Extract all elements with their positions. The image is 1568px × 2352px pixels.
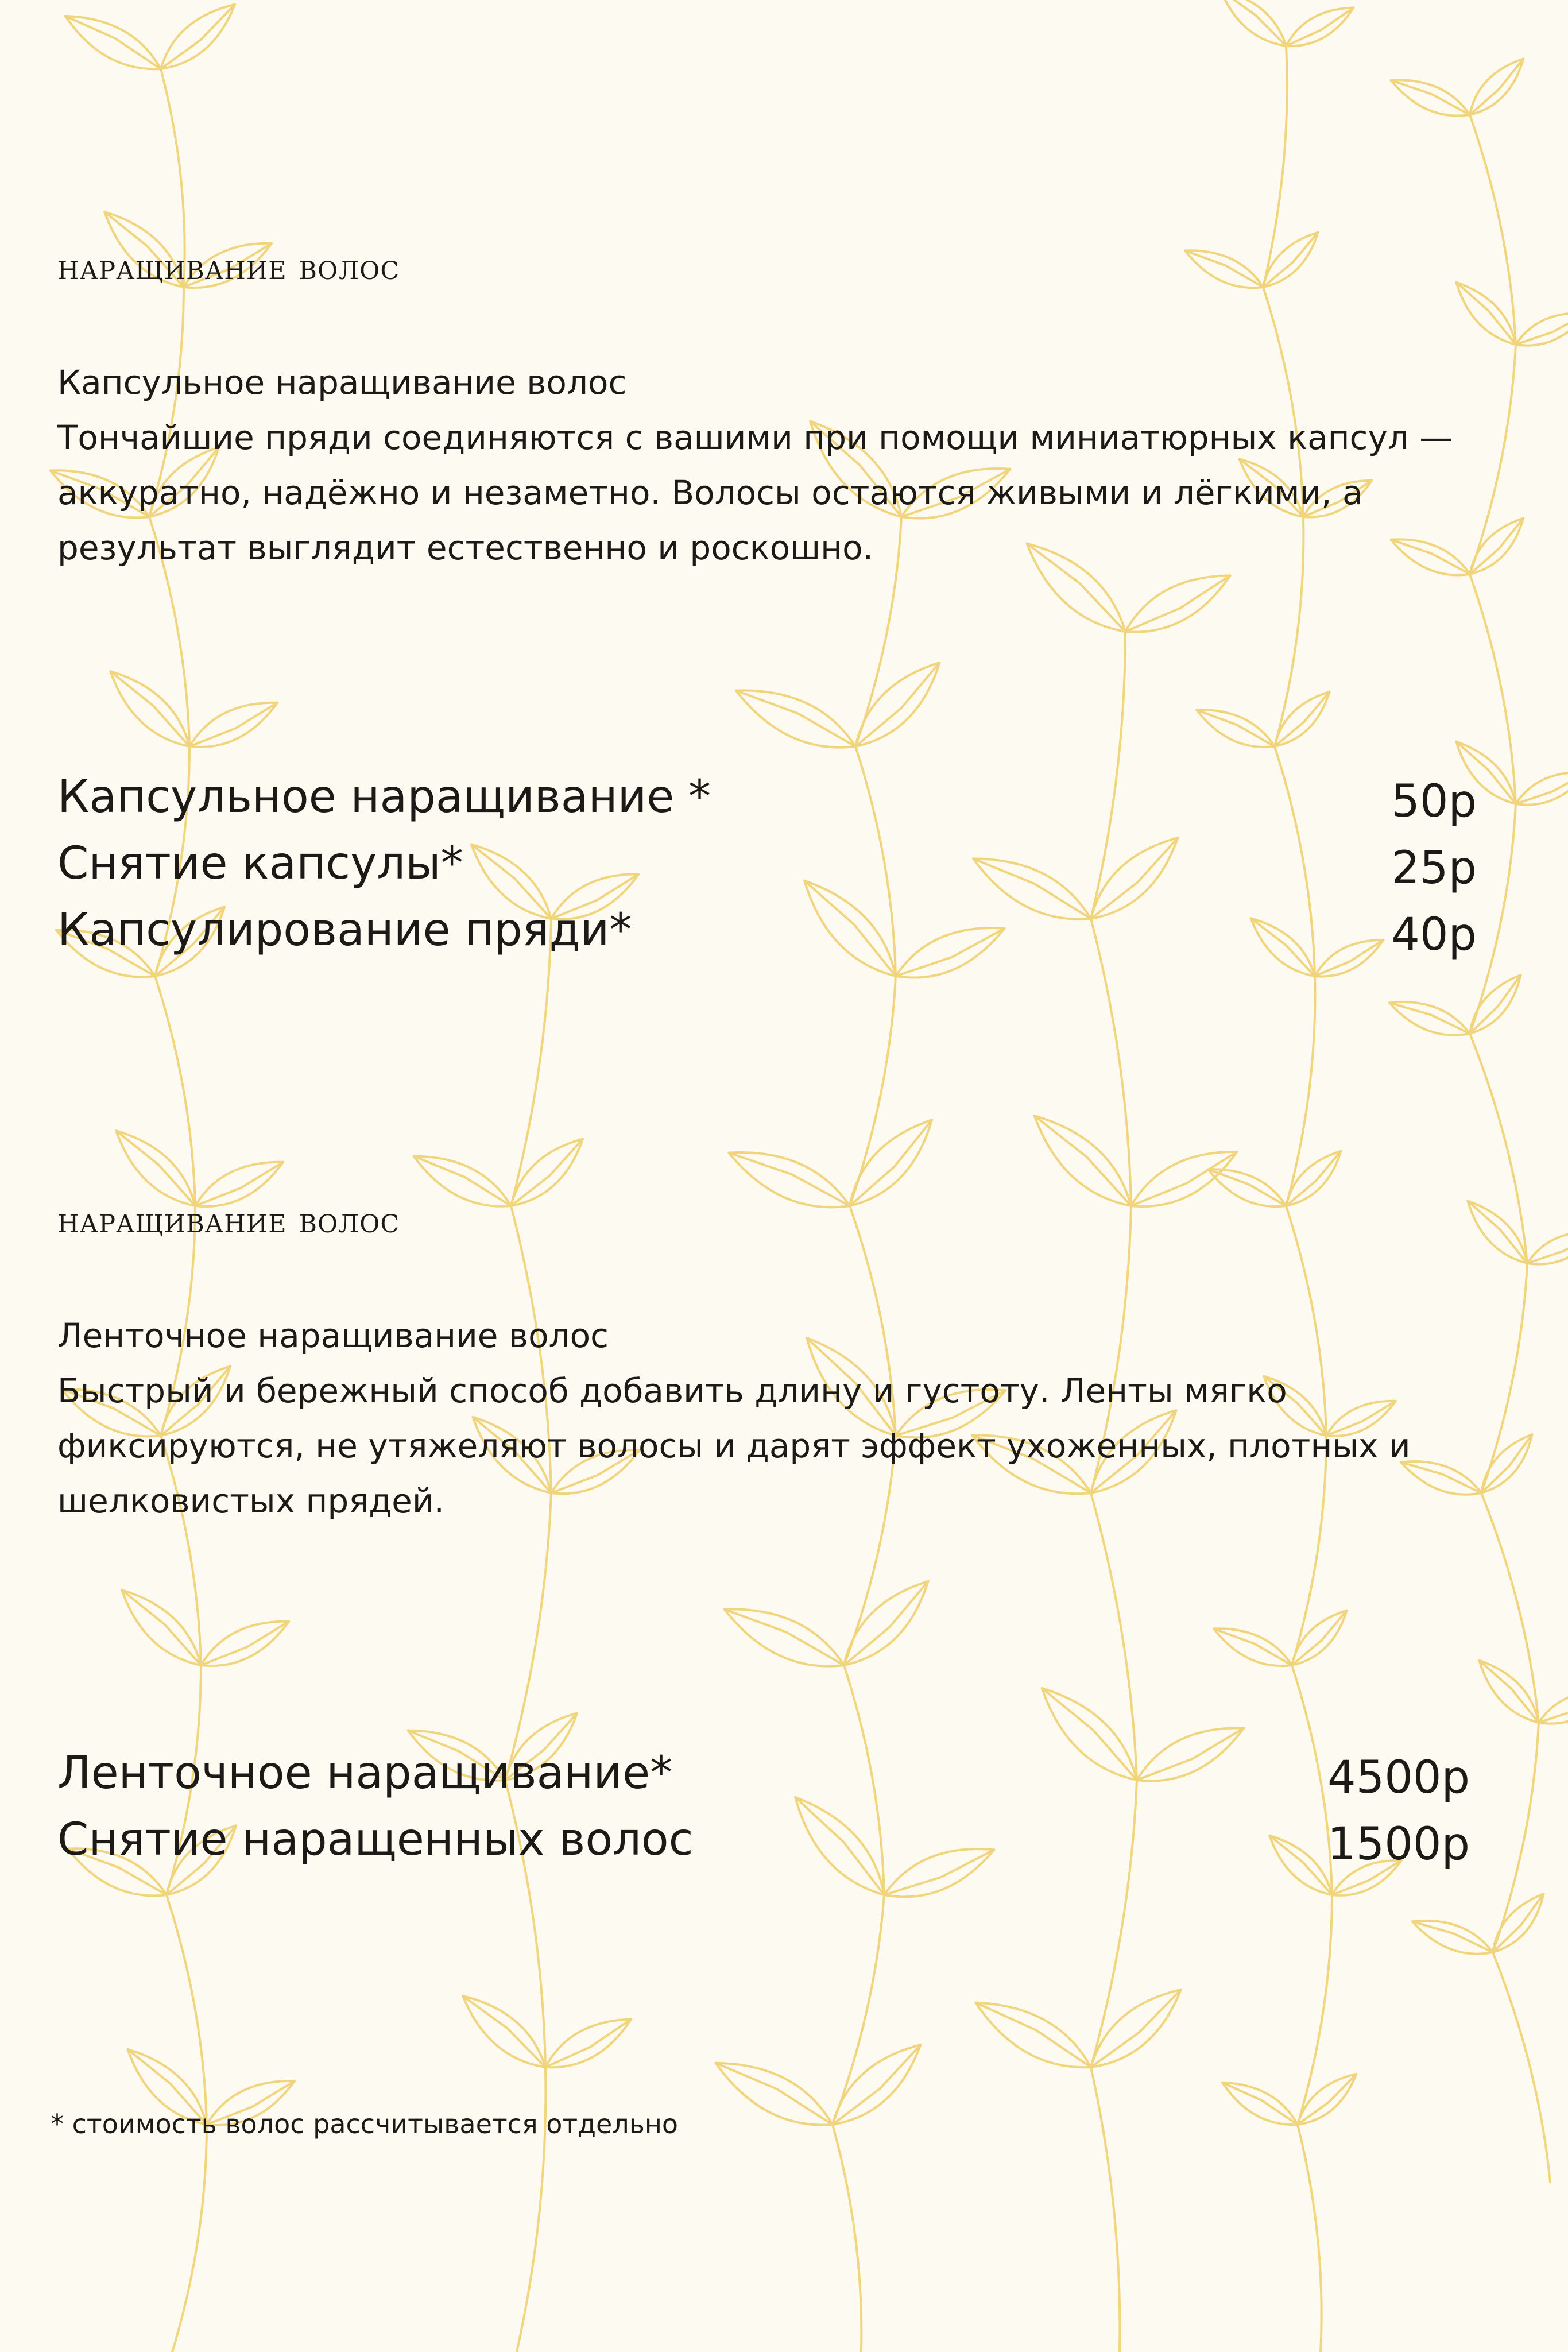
price-row	[57, 1806, 1470, 1873]
price-item-name: Капсульное наращивание *	[57, 771, 711, 823]
section-title-capsule: наращивание волос	[57, 246, 400, 288]
service-description-capsule: Тончайшие пряди соединяются с вашими при помощи миниатюрных капсул — аккуратно, надёжно и незаметно. Волосы остаются живыми и лёгкими, а результат выглядит естественно и роскошно.	[57, 418, 1453, 567]
price-row	[57, 830, 1477, 897]
price-row	[57, 897, 1477, 964]
price-list-capsule	[57, 764, 1477, 964]
price-item-name: Капсулирование пряди*	[57, 904, 632, 956]
price-item-value: 50р	[1391, 776, 1477, 827]
price-item-value: 40р	[1391, 909, 1477, 961]
price-item-name: Снятие капсулы*	[57, 838, 463, 889]
service-name-capsule: Капсульное наращивание волос	[57, 363, 627, 402]
footnote: * стоимость волос рассчитывается отдельно	[51, 2109, 679, 2140]
section-title-tape: наращивание волос	[57, 1199, 400, 1241]
service-description-tape: Быстрый и бережный способ добавить длину и густоту. Ленты мягко фиксируются, не утяжеляют волосы и дарят эффект ухоженных, плотных и шелковистых прядей.	[57, 1371, 1411, 1521]
price-row	[57, 1740, 1470, 1806]
price-item-name: Снятие наращенных волос	[57, 1814, 694, 1866]
price-item-name: Ленточное наращивание*	[57, 1747, 673, 1799]
price-item-value: 25р	[1391, 842, 1477, 894]
price-item-value: 1500р	[1327, 1819, 1470, 1870]
service-name-tape: Ленточное наращивание волос	[57, 1316, 609, 1355]
price-item-value: 4500р	[1327, 1752, 1470, 1804]
price-row	[57, 764, 1477, 830]
price-list-tape	[57, 1740, 1470, 1873]
